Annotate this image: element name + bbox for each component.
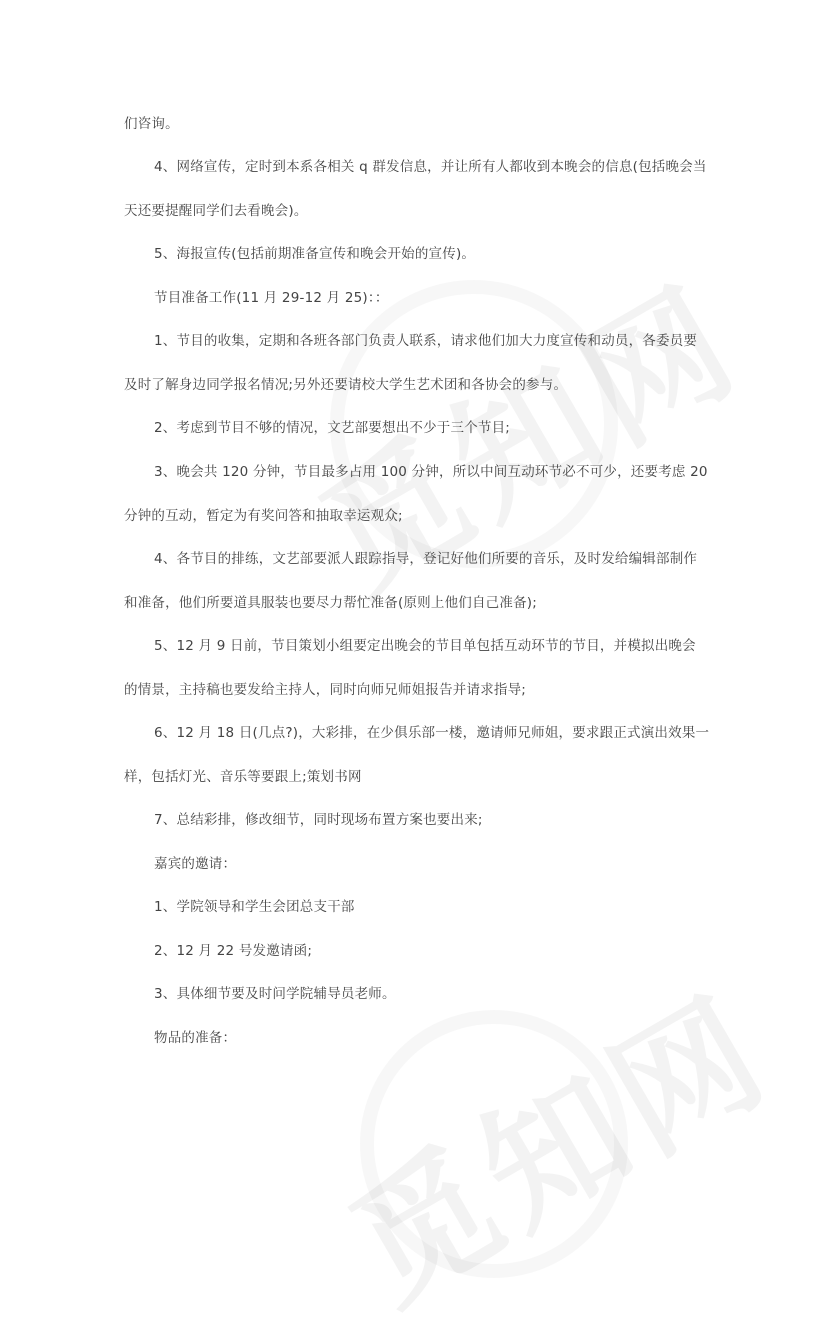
- paragraph-line: 3、晚会共 120 分钟，节目最多占用 100 分钟，所以中间互动环节必不可少，还要考虑 20: [154, 464, 708, 480]
- paragraph-line: 4、各节目的排练，文艺部要派人跟踪指导，登记好他们所要的音乐，及时发给编辑部制作: [154, 551, 698, 567]
- section-heading: 嘉宾的邀请：: [154, 856, 237, 872]
- paragraph-line: 及时了解身边同学报名情况;另外还要请校大学生艺术团和各协会的参与。: [124, 377, 568, 393]
- paragraph-line: 2、考虑到节目不够的情况，文艺部要想出不少于三个节目;: [154, 420, 511, 436]
- paragraph-line: 6、12 月 18 日(几点?)，大彩排，在少俱乐部一楼，邀请师兄师姐，要求跟正式演出效果一: [154, 725, 710, 741]
- paragraph-line: 2、12 月 22 号发邀请函;: [154, 943, 313, 959]
- paragraph-line: 5、12 月 9 日前，节目策划小组要定出晚会的节目单包括互动环节的节目，并模拟出晚会: [154, 638, 696, 654]
- paragraph-line: 的情景，主持稿也要发给主持人，同时向师兄师姐报告并请求指导;: [124, 682, 527, 698]
- watermark-ring: [360, 1010, 628, 1278]
- paragraph-line: 天还要提醒同学们去看晚会)。: [124, 203, 308, 219]
- paragraph-line: 和准备，他们所要道具服装也要尽力帮忙准备(原则上他们自己准备);: [124, 595, 537, 611]
- paragraph-line: 4、网络宣传，定时到本系各相关 q 群发信息，并让所有人都收到本晚会的信息(包括晚会当: [154, 159, 707, 175]
- paragraph-line: 7、总结彩排，修改细节，同时现场布置方案也要出来;: [154, 812, 483, 828]
- section-heading: 节目准备工作(11 月 29-12 月 25)：：: [154, 290, 389, 306]
- section-heading: 物品的准备：: [154, 1030, 237, 1046]
- paragraph-line: 3、具体细节要及时问学院辅导员老师。: [154, 986, 396, 1002]
- paragraph-line: 5、海报宣传(包括前期准备宣传和晚会开始的宣传)。: [154, 246, 476, 262]
- paragraph-line: 1、节目的收集，定期和各班各部门负责人联系，请求他们加大力度宣传和动员，各委员要: [154, 333, 698, 349]
- paragraph-line: 1、学院领导和学生会团总支干部: [154, 899, 355, 915]
- paragraph-line: 分钟的互动，暂定为有奖问答和抽取幸运观众;: [124, 508, 403, 524]
- paragraph-line: 样，包括灯光、音乐等要跟上;策划书网: [124, 769, 362, 785]
- paragraph-line: 们咨询。: [124, 116, 179, 132]
